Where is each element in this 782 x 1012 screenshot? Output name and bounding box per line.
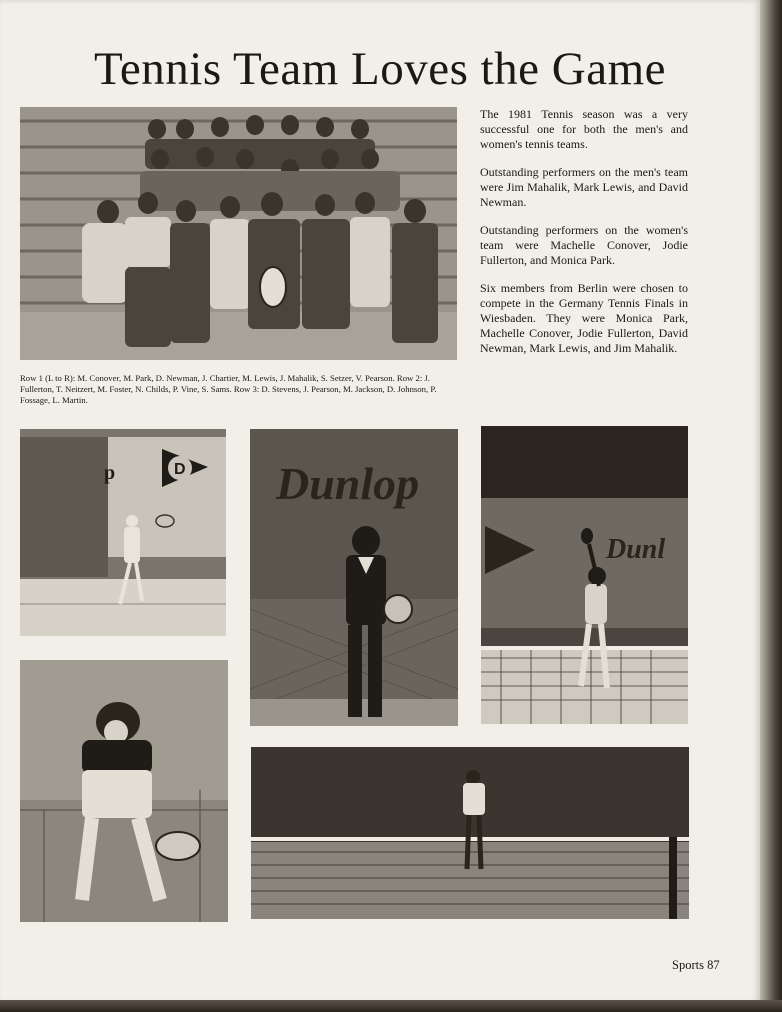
article-paragraph: Outstanding performers on the women's team were Machelle Conover, Jodie Fullerton, and Monica Park. [480, 223, 688, 267]
team-group-photo [20, 107, 457, 360]
page-title: Tennis Team Loves the Game [94, 43, 666, 95]
article-body [480, 107, 688, 369]
photo-woman-serving [20, 429, 226, 636]
banner-dunlop-text: Dunlop [276, 458, 420, 509]
article-paragraph: Outstanding performers on the men's team were Jim Mahalik, Mark Lewis, and David Newman. [480, 165, 688, 209]
photo-man-serving [481, 426, 688, 724]
article-paragraph: The 1981 Tennis season was a very successful one for both the men's and women's tennis teams. [480, 107, 688, 151]
page-footer: Sports 87 [672, 958, 720, 972]
banner-p-text: p [104, 462, 116, 484]
page-bottom-edge [0, 1000, 782, 1012]
banner-dunl-text: Dunl [606, 534, 666, 565]
photo-man-volley [20, 660, 228, 922]
photo-woman-ready [250, 429, 458, 726]
photo-net-wide [251, 747, 689, 919]
article-paragraph: Six members from Berlin were chosen to compete in the Germany Tennis Finals in Wiesbaden. They were Monica Park, Machelle Conover, Jodie Fullerton, David Newman, Mark Lewis, and Jim Mahalik. [480, 281, 688, 355]
book-binding [760, 0, 782, 1012]
banner-d-logo: D [174, 461, 186, 478]
team-photo-caption: Row 1 (L to R): M. Conover, M. Park, D. Newman, J. Chartier, M. Lewis, J. Mahalik, S. Setzer, V. Pearson. Row 2: J. Fullerton, T. Neitzert, M. Foster, N. Childs, P. Vine, S. Sams. Row 3: D. Stevens, J. Pearson, M. Jackson, D. Johnson, P. Fossage, L. Martin. [20, 373, 437, 405]
